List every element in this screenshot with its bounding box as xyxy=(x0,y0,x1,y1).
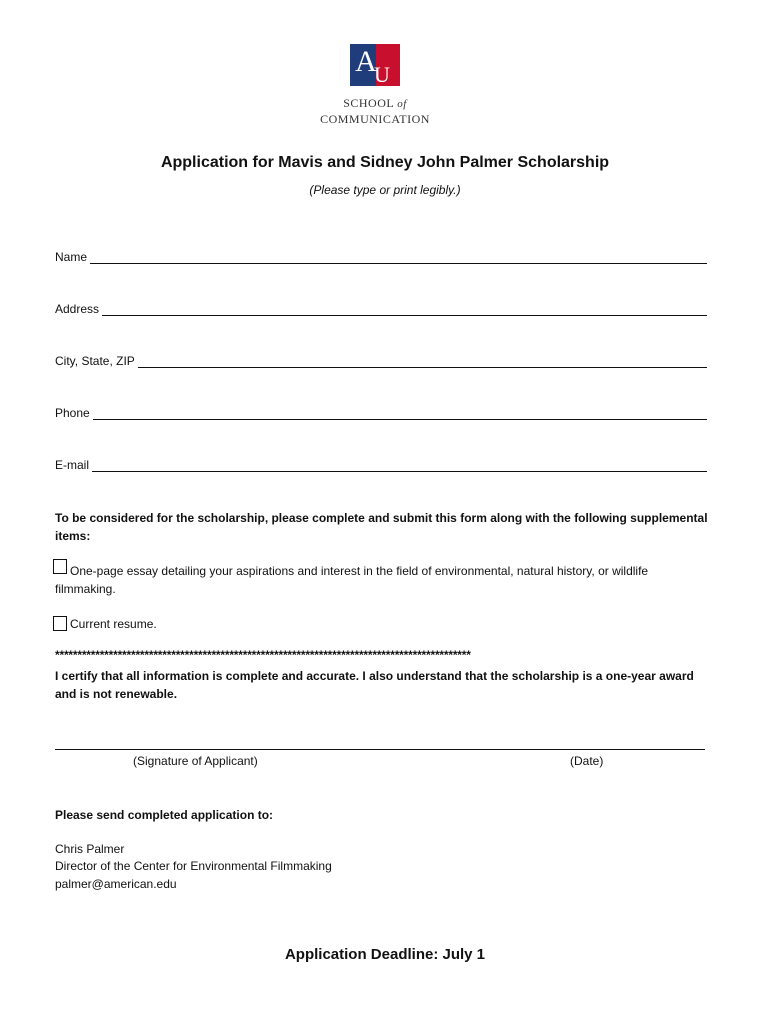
contact-name: Chris Palmer xyxy=(55,842,125,856)
separator-asterisks: ********************************************************************************************* xyxy=(55,648,471,662)
page-title: Application for Mavis and Sidney John Palmer Scholarship xyxy=(160,154,610,171)
signature-date-label: (Date) xyxy=(570,754,604,768)
logo-wordmark-of: of xyxy=(397,98,407,110)
application-deadline: Application Deadline: July 1 xyxy=(284,946,486,963)
email-field[interactable] xyxy=(55,456,707,472)
logo-wordmark xyxy=(300,96,450,127)
phone-label: Phone xyxy=(55,406,90,420)
american-university-logo xyxy=(350,44,400,86)
signature-applicant-label: (Signature of Applicant) xyxy=(133,754,258,768)
essay-item-text: One-page essay detailing your aspirations and interest in the field of environmental, natural history, or wildlife filmmaking. xyxy=(55,564,649,596)
city-state-zip-input-line[interactable] xyxy=(138,355,707,368)
contact-email[interactable]: palmer@american.edu xyxy=(55,877,177,891)
logo-wordmark-communication: COMMUNICATION xyxy=(320,112,430,126)
certification-text: I certify that all information is complete and accurate. I also understand that the scholarship is a one-year award and is not renewable. xyxy=(55,669,694,701)
address-field[interactable] xyxy=(55,300,707,316)
city-state-zip-field[interactable] xyxy=(55,352,707,368)
logo-wordmark-school: SCHOOL xyxy=(343,96,394,110)
city-state-zip-label: City, State, ZIP xyxy=(55,354,135,368)
email-input-line[interactable] xyxy=(92,459,707,472)
name-field[interactable] xyxy=(55,248,707,264)
resume-checkbox[interactable] xyxy=(53,616,67,631)
phone-field[interactable] xyxy=(55,404,707,420)
logo-letter-a: A xyxy=(355,45,377,78)
name-label: Name xyxy=(55,250,88,264)
signature-line[interactable] xyxy=(55,749,705,750)
send-to-heading: Please send completed application to: xyxy=(55,808,274,822)
address-input-line[interactable] xyxy=(102,303,707,316)
address-label: Address xyxy=(55,302,100,316)
name-input-line[interactable] xyxy=(90,251,707,264)
page-subtitle: (Please type or print legibly.) xyxy=(309,183,461,197)
logo-letter-u: U xyxy=(374,62,390,86)
phone-input-line[interactable] xyxy=(93,407,707,420)
contact-role: Director of the Center for Environmental Filmmaking xyxy=(55,859,332,873)
instructions-text: To be considered for the scholarship, please complete and submit this form along with the following supplemental items: xyxy=(55,511,708,543)
email-label: E-mail xyxy=(55,458,90,472)
resume-item-text: Current resume. xyxy=(70,617,157,631)
